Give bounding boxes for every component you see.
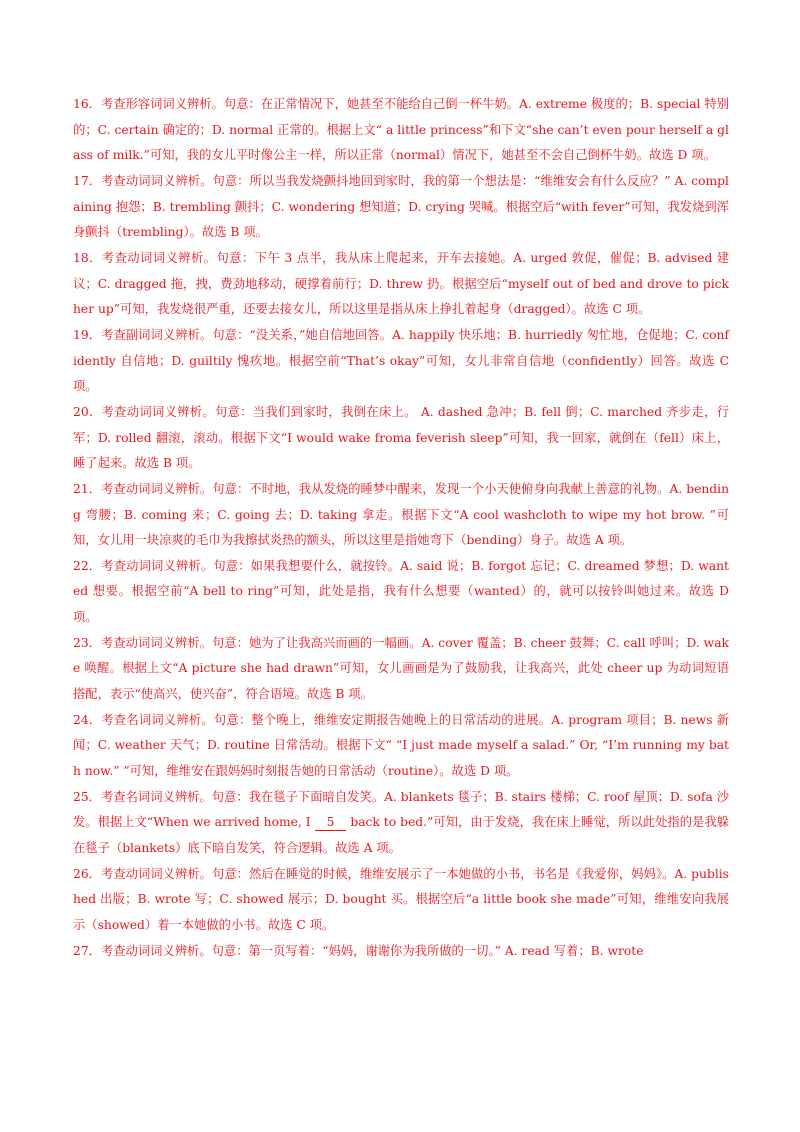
answer-explanations [73,92,729,964]
explanation-17: 17．考查动词词义辨析。句意：所以当我发烧颤抖地回到家时，我的第一个想法是：“维维安会有什么反应？” A. complaining 抱怨；B. trembling 颤抖；C. wondering 想知道；D. crying 哭喊。根据空后“with fever”可知，我发烧到浑身颤抖（trembling）。故选 B 项。 [73,173,729,240]
explanation-18: 18．考查动词词义辨析。句意：下午 3 点半，我从床上爬起来，开车去接她。A. urged 敦促，催促；B. advised 建议；C. dragged 拖，拽，费劲地移动，硬撑着前行；D. threw 扔。根据空后“myself out of bed and drove to pick her up”可知，我发烧很严重，还要去接女儿，所以这里是指从床上挣扎着起身（dragged）。故选 C 项。 [73,250,729,317]
explanation-25-after: back to bed.”可知，由于发烧，我在床上睡觉，所以此处指的是我躲在毯子（blankets）底下暗自发笑，符合逻辑。故选 A 项。 [73,815,729,856]
explanation-25-before: 25．考查名词词义辨析。句意：我在毯子下面暗自发笑。A. blankets 毯子；B. stairs 楼梯；C. roof 屋顶；D. sofa 沙发。根据上文“When we arrived home, I [73,789,729,830]
explanation-20: 20．考查动词词义辨析。句意：当我们到家时，我倒在床上。 A. dashed 急冲；B. fell 倒；C. marched 齐步走，行军；D. rolled 翻滚，滚动。根据下文“I would wake froma feverish sleep”可知，我一回家，就倒在（fell）床上，睡了起来。故选 B 项。 [73,404,729,471]
explanation-25 [73,785,729,862]
explanation-16: 16．考查形容词词义辨析。句意：在正常情况下，她甚至不能给自己倒一杯牛奶。A. extreme 极度的；B. special 特别的；C. certain 确定的；D. normal 正常的。根据上文“ a little princess”和下文“she can’t even pour herself a glass of milk.”可知，我的女儿平时像公主一样，所以正常（normal）情况下，她甚至不会自己倒杯牛奶。故选 D 项。 [73,97,729,163]
explanation-27: 27．考查动词词义辨析。句意：第一页写着：“妈妈，谢谢你为我所做的一切。” A. read 写着；B. wrote [73,943,644,958]
explanation-24: 24．考查名词词义辨析。句意：整个晚上，维维安定期报告她晚上的日常活动的进展。A. program 项目；B. news 新闻；C. weather 天气；D. routine 日常活动。根据下文“ “I just made myself a salad.” Or, “I’m running my bath now.” ”可知，维维安在跟妈妈时刻报告她的日常活动（routine）。故选 D 项。 [73,712,729,779]
explanation-21: 21．考查动词词义辨析。句意：不时地，我从发烧的睡梦中醒来，发现一个小天使俯身向我献上善意的礼物。A. bending 弯腰；B. coming 来；C. going 去；D. taking 拿走。根据下文“A cool washcloth to wipe my hot brow. ”可知，女儿用一块凉爽的毛巾为我擦拭炎热的额头，所以这里是指她弯下（bending）身子。故选 A 项。 [73,481,729,548]
explanation-22: 22．考查动词词义辨析。句意：如果我想要什么，就按铃。A. said 说；B. forgot 忘记；C. dreamed 梦想；D. wanted 想要。根据空前“A bell to ring”可知，此处是指，我有什么想要（wanted）的，就可以按铃叫她过来。故选 D 项。 [73,558,729,625]
explanation-23: 23．考查动词词义辨析。句意：她为了让我高兴而画的一幅画。A. cover 覆盖；B. cheer 鼓舞；C. call 呼叫；D. wake 唤醒。根据上文“A picture she had drawn”可知，女儿画画是为了鼓励我，让我高兴，此处 cheer up 为动词短语搭配，表示“使高兴，使兴奋”，符合语境。故选 B 项。 [73,635,729,702]
blank-5: 5 [315,815,347,831]
explanation-26: 26．考查动词词义辨析。句意：然后在睡觉的时候，维维安展示了一本她做的小书，书名是《我爱你，妈妈》。A. published 出版；B. wrote 写；C. showed 展示；D. bought 买。根据空后“a little book she made”可知，维维安向我展示（showed）着一本她做的小书。故选 C 项。 [73,866,729,932]
explanation-19: 19．考查副词词义辨析。句意：“没关系，”她自信地回答。A. happily 快乐地；B. hurriedly 匆忙地，仓促地；C. confidently 自信地；D. guiltily 愧疚地。根据空前“That’s okay”可知，女儿非常自信地（confidently）回答。故选 C 项。 [73,327,729,394]
